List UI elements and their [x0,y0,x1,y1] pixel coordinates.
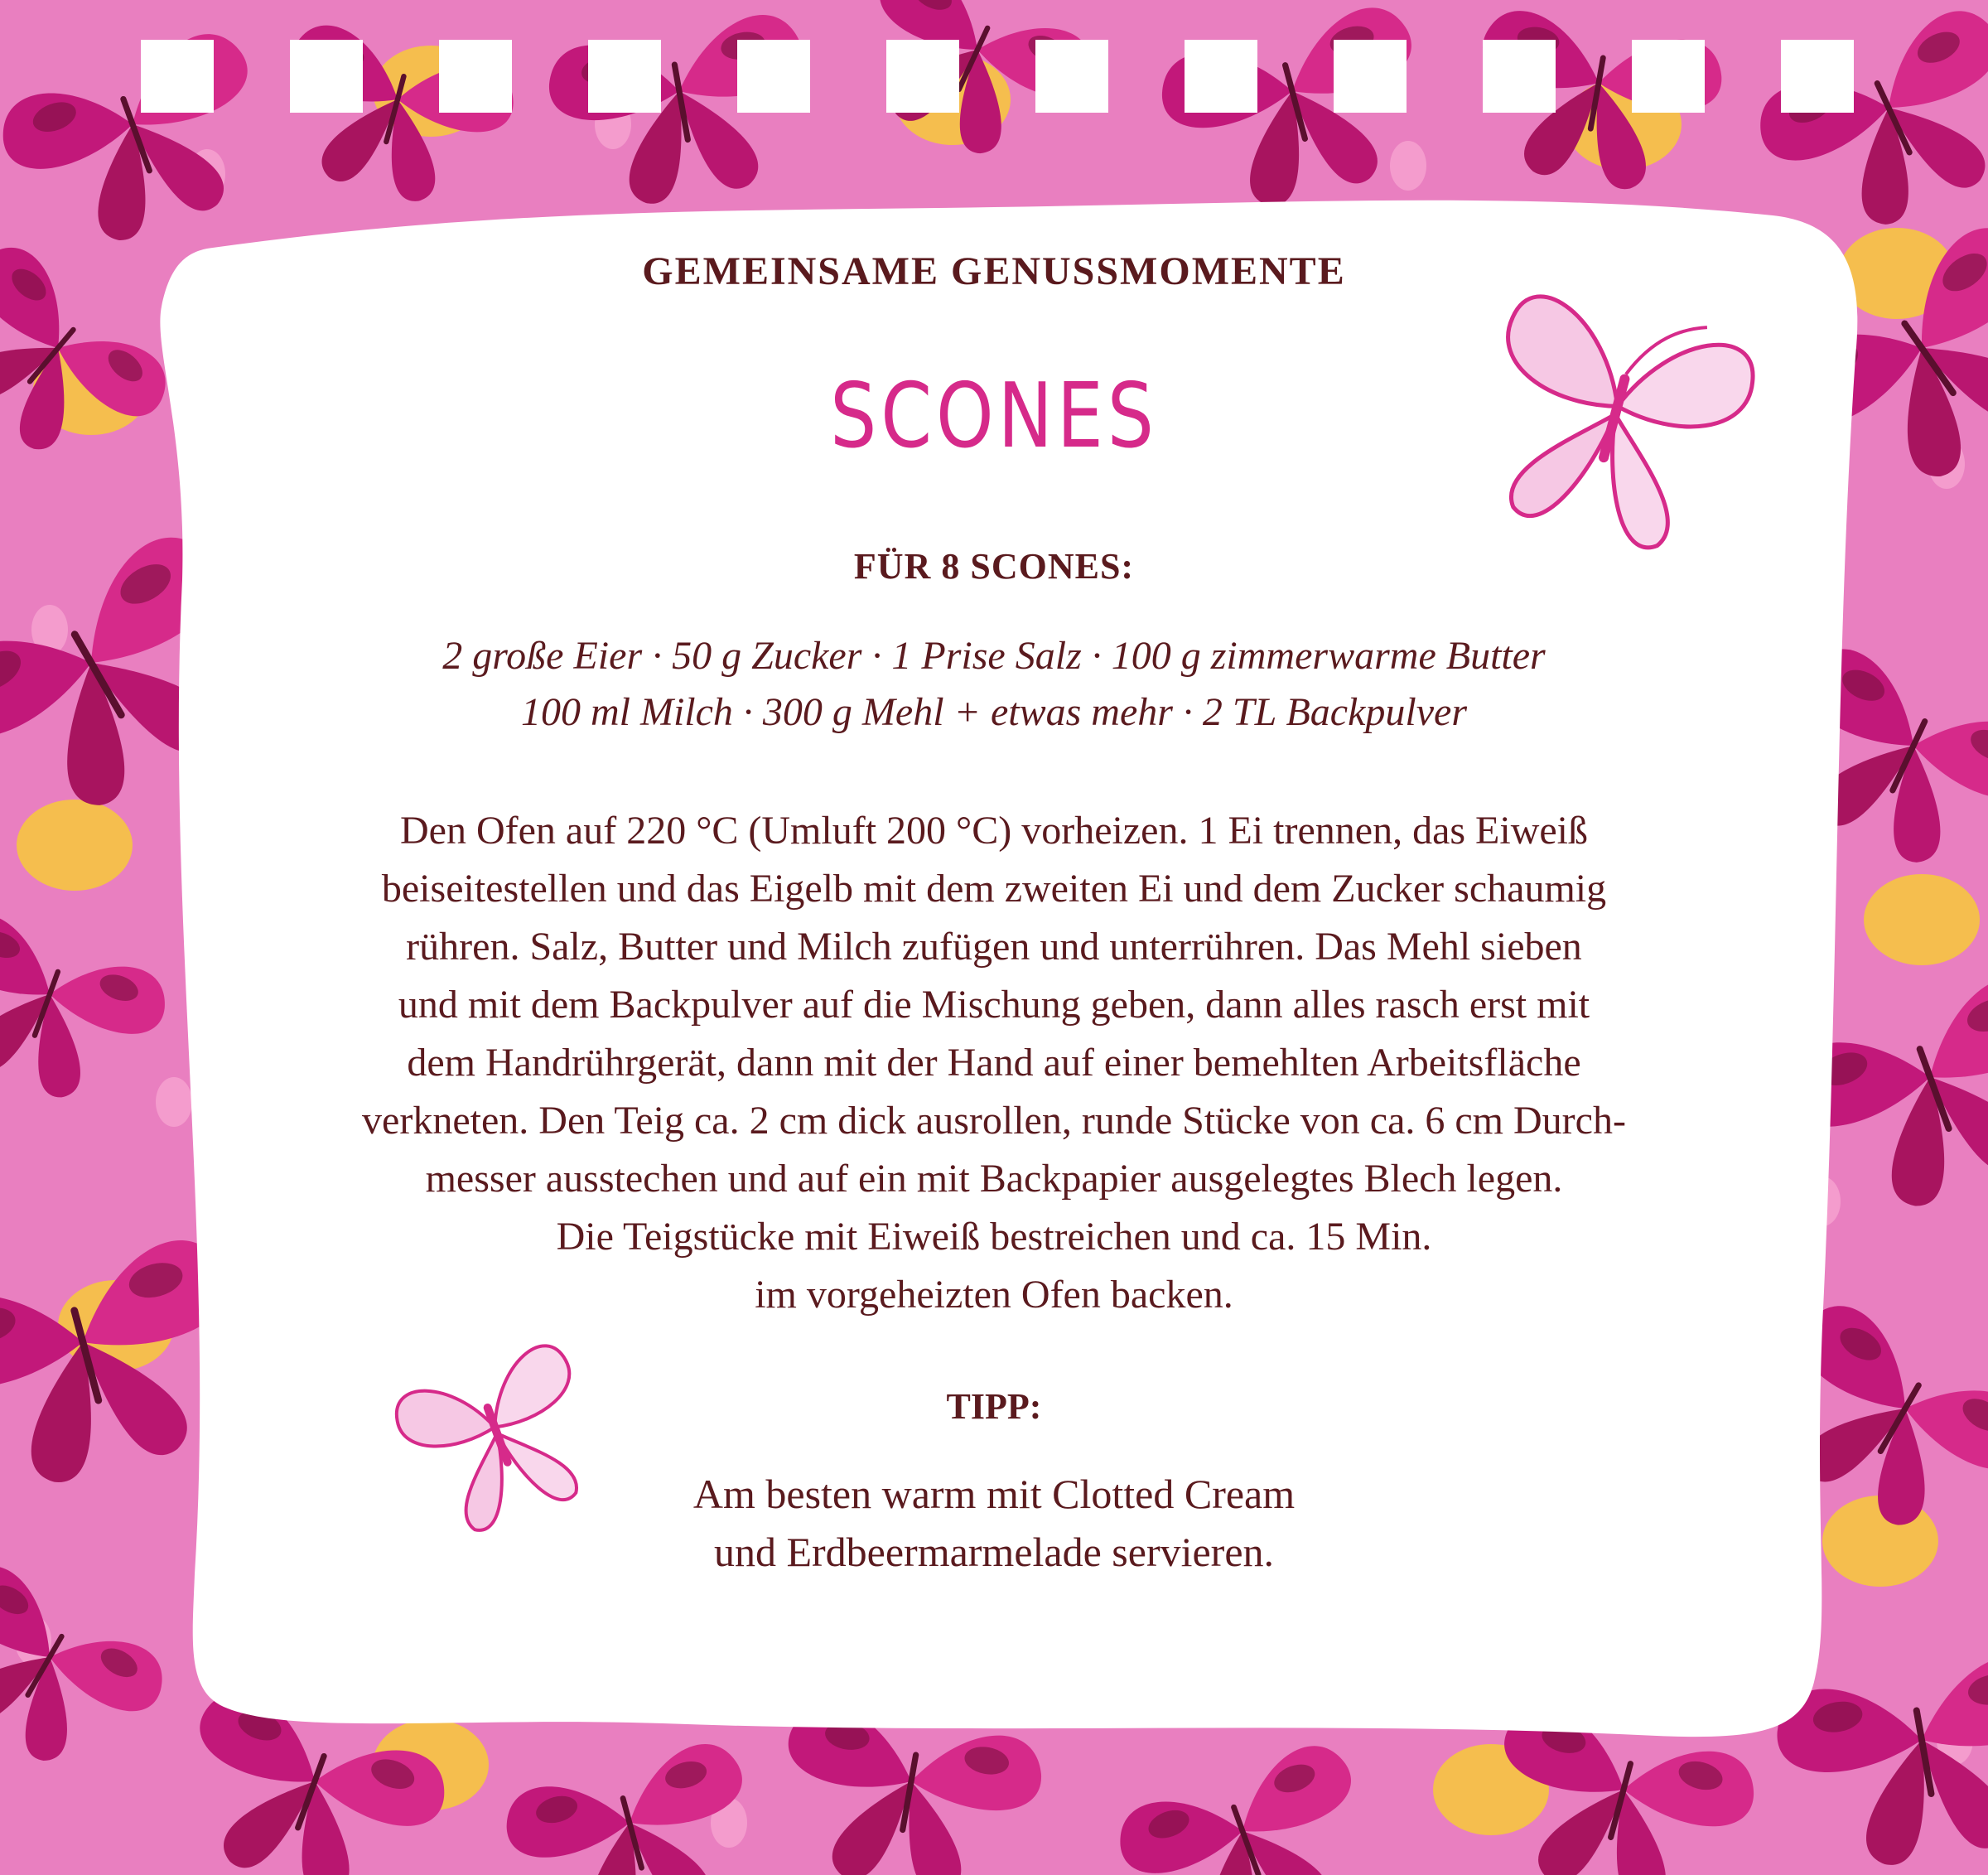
binding-hole [737,40,810,113]
binding-hole [1185,40,1257,113]
binding-hole [886,40,959,113]
method-line: rühren. Salz, Butter und Milch zufügen und unterrühren. Das Mehl sieben [406,925,1582,969]
binding-hole [1035,40,1108,113]
binding-hole [1632,40,1705,113]
method-line: messer ausstechen und auf ein mit Backpapier ausgelegtes Blech legen. [425,1157,1563,1201]
serves-label: FÜR 8 SCONES: [853,546,1135,587]
binding-hole [1781,40,1854,113]
binding-hole [1483,40,1556,113]
method-line: Die Teigstücke mit Eiweiß bestreichen und ca. 15 Min. [556,1215,1432,1259]
binding-hole [141,40,214,113]
method-line: Den Ofen auf 220 °C (Umluft 200 °C) vorheizen. 1 Ei trennen, das Eiweiß [399,809,1589,853]
recipe-title: SCONES [830,365,1158,468]
tip-line: und Erdbeermarmelade servieren. [713,1529,1275,1575]
method-line: im vorgeheizten Ofen backen. [755,1273,1233,1317]
method-text [265,802,1723,1324]
method-line: und mit dem Backpulver auf die Mischung geben, dann alles rasch erst mit [398,983,1590,1027]
method-line: dem Handrührgerät, dann mit der Hand auf einer bemehlten Arbeitsfläche [407,1041,1581,1085]
binding-hole [588,40,661,113]
tip-line: Am besten warm mit Clotted Cream [692,1471,1296,1517]
binding-hole [1334,40,1407,113]
section-title: GEMEINSAME GENUSSMOMENTE [642,249,1346,293]
binding-holes [0,0,1988,116]
binding-hole [439,40,512,113]
ingredients-list [248,628,1740,741]
method-line: verkneten. Den Teig ca. 2 cm dick ausrollen, runde Stücke von ca. 6 cm Durch- [362,1099,1626,1143]
method-line: beiseitestellen und das Eigelb mit dem zweiten Ei und dem Zucker schaumig [381,867,1607,911]
binding-hole [290,40,363,113]
tip-text [248,1465,1740,1581]
ingredients-line: 2 große Eier · 50 g Zucker · 1 Prise Salz · 100 g zimmerwarme Butter [442,634,1546,678]
ingredients-line: 100 ml Milch · 300 g Mehl + etwas mehr · 2 TL Backpulver [520,690,1468,734]
tip-heading: TIPP: [946,1386,1042,1427]
